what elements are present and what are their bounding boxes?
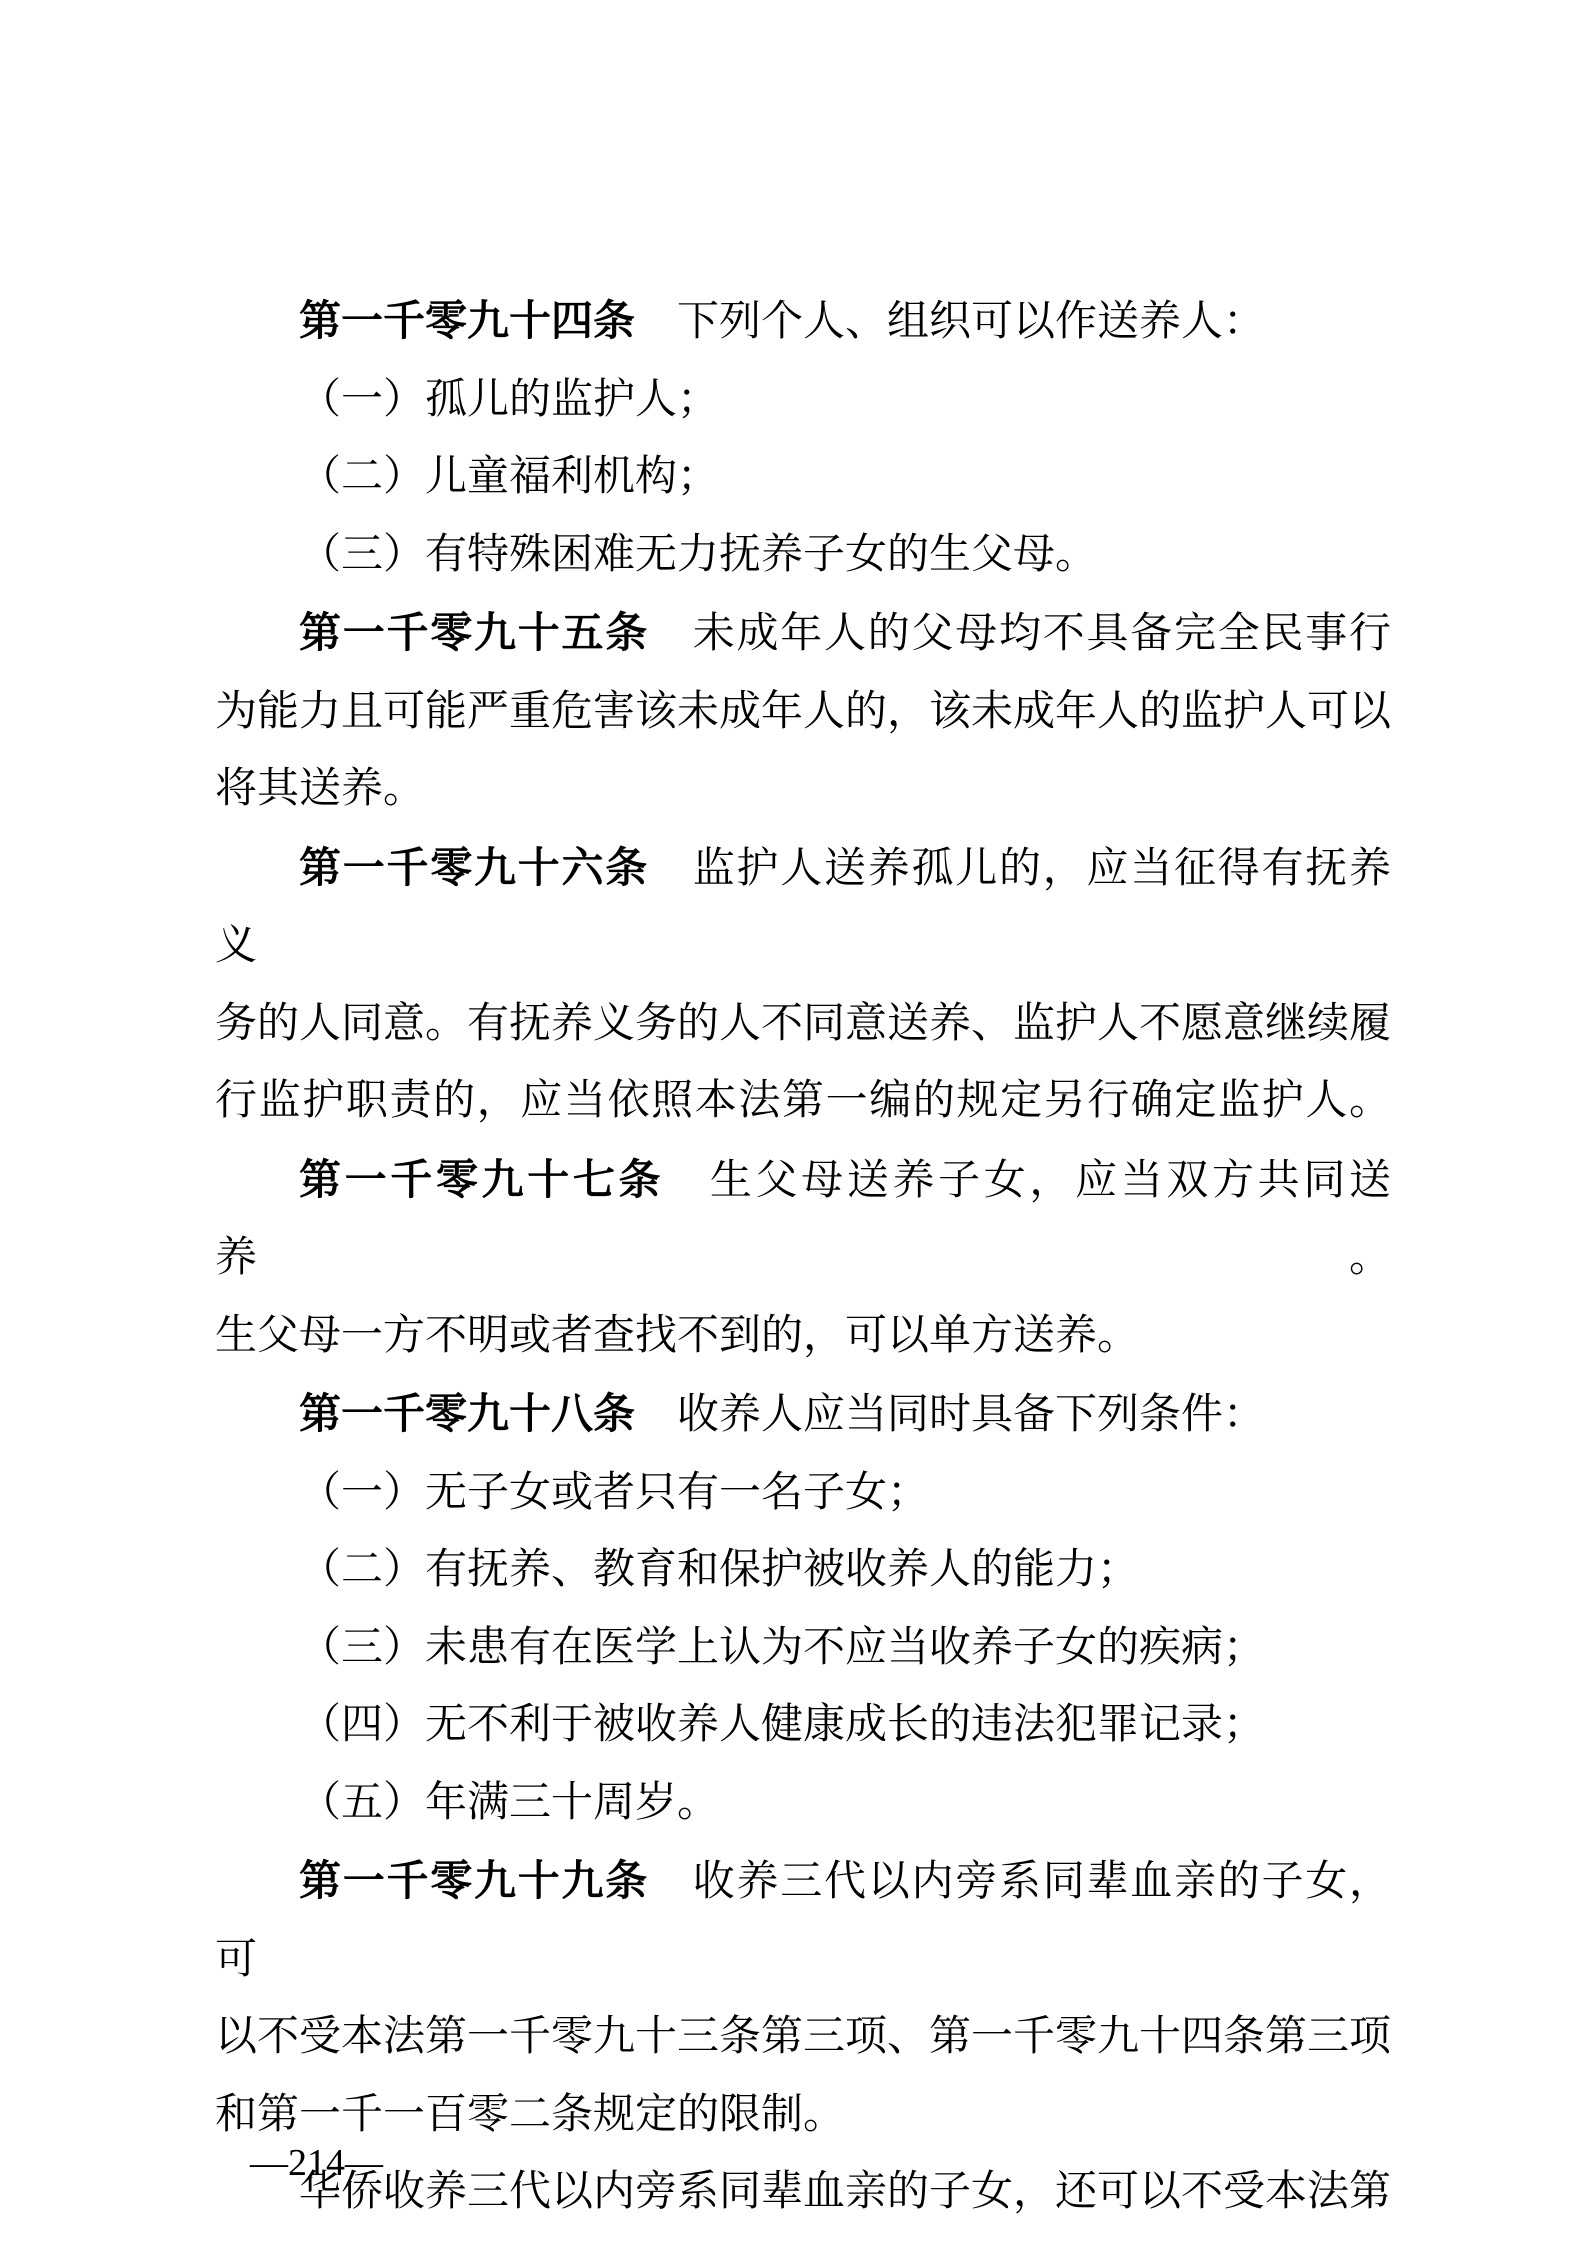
text-line: [215, 2077, 1391, 2155]
line-text: 收养三代以内旁系同辈血亲的子女，可: [215, 1859, 1391, 1983]
text-line: [215, 674, 1391, 752]
text-line-item-3: [215, 1610, 1391, 1688]
text-line-article-1099: [215, 1842, 1391, 1999]
article-number: 第一千零九十七条: [299, 1154, 665, 1204]
text-line-article-1098: [215, 1375, 1391, 1455]
line-text: （二）有抚养、教育和保护被收养人的能力；: [299, 1547, 1140, 1593]
text-line-item-4: [215, 1687, 1391, 1765]
text-line-item-3: [215, 517, 1391, 595]
line-text: 为能力且可能严重危害该未成年人的，该未成年人的监护人可以: [215, 688, 1392, 735]
line-text: 生父母一方不明或者查找不到的，可以单方送养。: [215, 1312, 1140, 1359]
article-number: 第一千零九十五条: [299, 608, 649, 657]
text-line-item-1: [215, 362, 1391, 440]
document-body: [215, 282, 1391, 2232]
text-line-article-1097: [215, 1141, 1391, 1298]
line-text: 以不受本法第一千零九十三条第三项、第一千零九十四条第三项: [215, 2014, 1392, 2060]
line-text: （一）孤儿的监护人；: [299, 376, 720, 423]
text-line: [215, 1063, 1391, 1141]
line-text: 务的人同意。有抚养义务的人不同意送养、监护人不愿意继续履: [215, 1000, 1392, 1047]
line-text: 收养人应当同时具备下列条件：: [635, 1392, 1266, 1438]
article-number: 第一千零九十八条: [299, 1389, 636, 1438]
line-text: （一）无子女或者只有一名子女；: [299, 1469, 930, 1516]
line-text: 行监护职责的，应当依照本法第一编的规定另行确定监护人。: [215, 1078, 1391, 1124]
text-line: [215, 2154, 1391, 2232]
page-number: —214—: [250, 2142, 383, 2184]
text-line: [215, 1298, 1391, 1376]
line-text: 下列个人、组织可以作送养人：: [635, 299, 1266, 345]
line-text: 未成年人的父母均不具备完全民事行: [649, 611, 1391, 657]
text-line-article-1095: [215, 594, 1391, 674]
line-text: （三）未患有在医学上认为不应当收养子女的疾病；: [299, 1624, 1266, 1671]
article-number: 第一千零九十四条: [299, 296, 636, 345]
line-text: 生父母送养子女，应当双方共同送养。: [215, 1157, 1391, 1281]
text-line: [215, 986, 1391, 1064]
text-line-item-2: [215, 1532, 1391, 1610]
text-line: [215, 1999, 1391, 2077]
text-line-article-1094: [215, 282, 1391, 362]
article-number: 第一千零九十九条: [299, 1856, 649, 1905]
line-text: 将其送养。: [215, 766, 426, 812]
line-text: 和第一千一百零二条规定的限制。: [215, 2091, 846, 2138]
text-line: [215, 751, 1391, 829]
line-text: （四）无不利于被收养人健康成长的违法犯罪记录；: [299, 1702, 1266, 1748]
text-line-item-1: [215, 1455, 1391, 1533]
line-text: （二）儿童福利机构；: [299, 454, 720, 500]
text-line-article-1096: [215, 829, 1391, 986]
article-number: 第一千零九十六条: [299, 842, 649, 892]
line-text: （三）有特殊困难无力抚养子女的生父母。: [299, 531, 1098, 578]
line-text: （五）年满三十周岁。: [299, 1779, 720, 1826]
line-text: 华侨收养三代以内旁系同辈血亲的子女，还可以不受本法第: [299, 2169, 1392, 2215]
line-text: 监护人送养孤儿的，应当征得有抚养义: [215, 845, 1391, 969]
text-line-item-5: [215, 1765, 1391, 1843]
text-line-item-2: [215, 439, 1391, 517]
